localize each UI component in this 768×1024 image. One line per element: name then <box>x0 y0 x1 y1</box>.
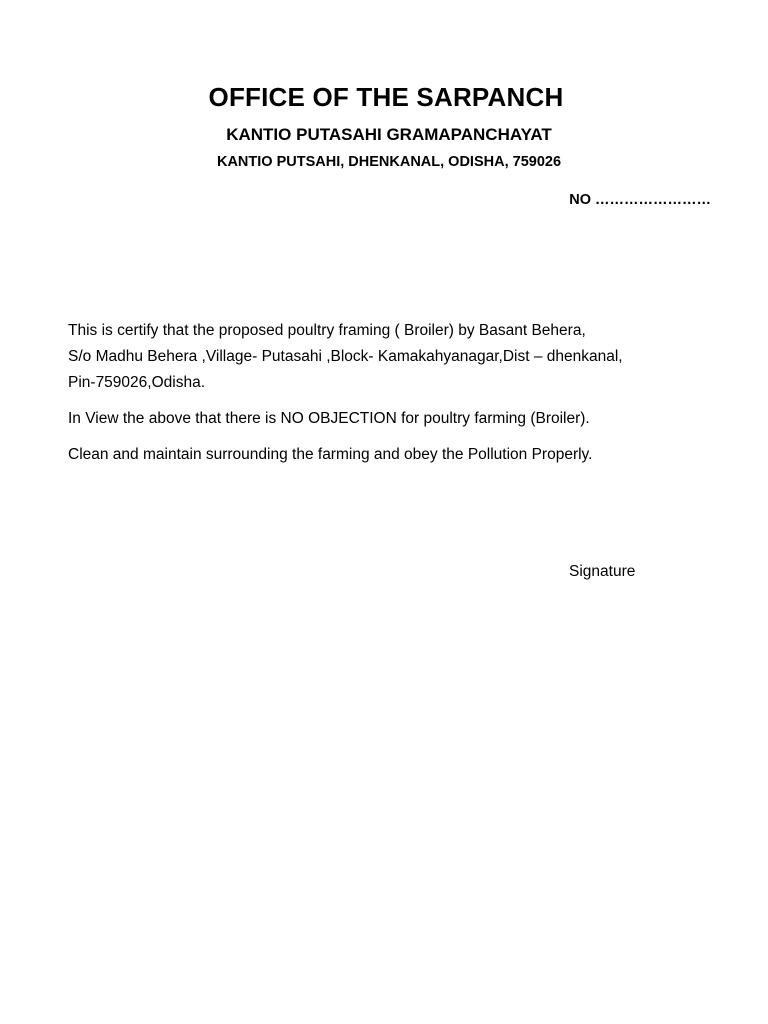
paragraph-line: This is certify that the proposed poultry framing ( Broiler) by Basant Behera, <box>68 322 586 339</box>
office-title: OFFICE OF THE SARPANCH <box>208 82 564 112</box>
paragraph-line: Clean and maintain surrounding the farming and obey the Pollution Properly. <box>68 446 593 463</box>
signature-label: Signature <box>569 563 636 580</box>
paragraph-line: S/o Madhu Behera ,Village- Putasahi ,Block- Kamakahyanagar,Dist – dhenkanal, <box>68 348 623 365</box>
paragraph-line: Pin-759026,Odisha. <box>68 374 206 391</box>
paragraph-instructions <box>68 442 708 468</box>
office-address: KANTIO PUTSAHI, DHENKANAL, ODISHA, 759026 <box>216 154 562 170</box>
gramapanchayat-name: KANTIO PUTASAHI GRAMAPANCHAYAT <box>226 125 552 144</box>
paragraph-certification <box>68 318 708 396</box>
certificate-body <box>68 318 708 478</box>
reference-number: NO …………………… <box>569 192 711 208</box>
paragraph-line: In View the above that there is NO OBJECTION for poultry farming (Broiler). <box>68 410 590 427</box>
paragraph-no-objection <box>68 406 708 432</box>
